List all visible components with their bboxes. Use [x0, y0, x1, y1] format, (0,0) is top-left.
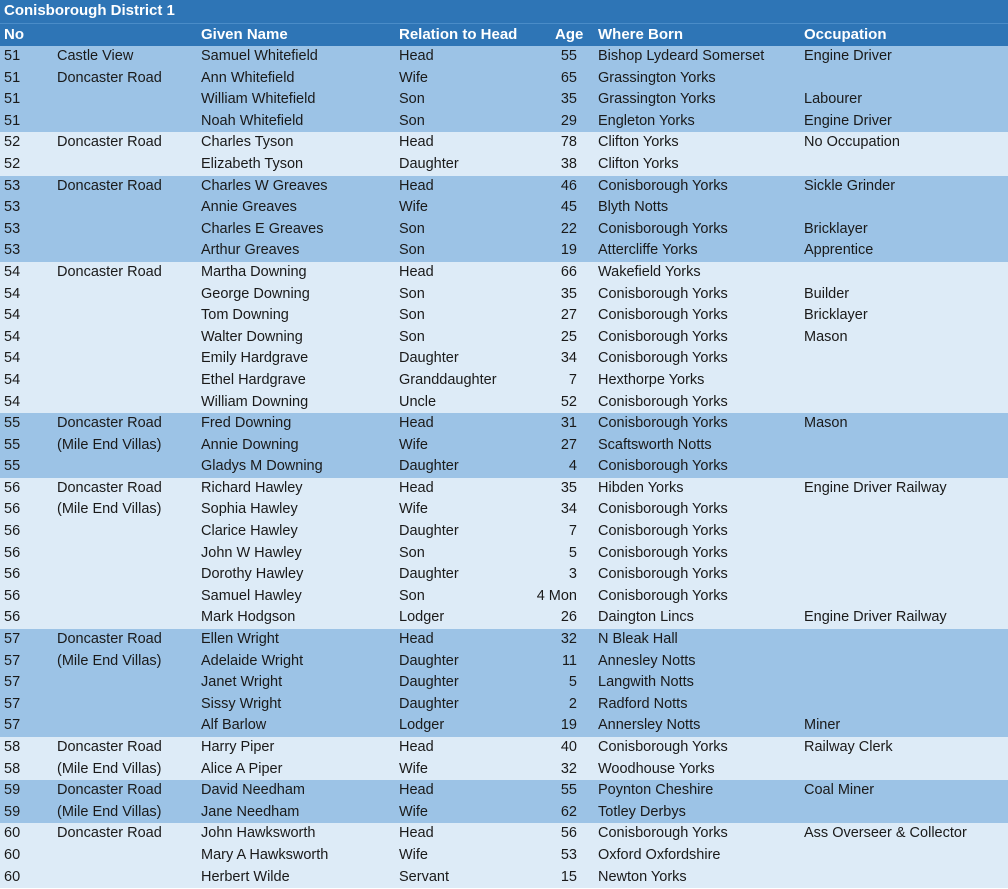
cell-no: 59	[4, 782, 21, 799]
table-row	[0, 651, 1008, 673]
cell-where-born: Conisborough Yorks	[598, 415, 728, 432]
cell-given-name: Elizabeth Tyson	[201, 155, 304, 172]
cell-where-born: Annesley Notts	[598, 652, 696, 669]
table-row	[0, 694, 1008, 716]
table-row	[0, 197, 1008, 219]
cell-no: 52	[4, 134, 21, 151]
cell-given-name: Dorothy Hawley	[201, 566, 304, 583]
cell-age: 65	[560, 69, 577, 86]
cell-no: 60	[4, 825, 21, 842]
table-row	[0, 586, 1008, 608]
cell-where-born: Conisborough Yorks	[598, 350, 728, 367]
cell-given-name: Richard Hawley	[201, 479, 303, 496]
cell-given-name: Emily Hardgrave	[201, 350, 309, 367]
cell-occupation: Bricklayer	[804, 220, 868, 237]
cell-given-name: Samuel Hawley	[201, 587, 302, 604]
cell-no: 59	[4, 803, 21, 820]
cell-where-born: Langwith Notts	[598, 674, 694, 691]
cell-age: 2	[568, 695, 577, 712]
cell-given-name: Sissy Wright	[201, 695, 282, 712]
cell-relation: Son	[399, 242, 425, 259]
table-row	[0, 348, 1008, 370]
cell-address: Doncaster Road	[57, 782, 162, 799]
cell-where-born: Conisborough Yorks	[598, 307, 728, 324]
cell-given-name: Ellen Wright	[201, 631, 279, 648]
cell-age: 25	[560, 328, 577, 345]
table-row	[0, 672, 1008, 694]
cell-where-born: Hibden Yorks	[598, 479, 684, 496]
cell-no: 51	[4, 69, 21, 86]
cell-relation: Head	[399, 48, 434, 64]
cell-where-born: Clifton Yorks	[598, 155, 679, 172]
table-row	[0, 154, 1008, 176]
table-row	[0, 759, 1008, 781]
cell-no: 56	[4, 501, 21, 518]
cell-where-born: Grassington Yorks	[598, 91, 716, 108]
cell-relation: Son	[399, 91, 425, 108]
cell-address: (Mile End Villas)	[57, 652, 162, 669]
cell-given-name: Arthur Greaves	[201, 242, 300, 259]
cell-no: 56	[4, 479, 21, 496]
cell-age: 78	[560, 134, 577, 151]
cell-no: 54	[4, 263, 21, 280]
table-row	[0, 305, 1008, 327]
cell-occupation: Sickle Grinder	[804, 177, 896, 194]
cell-no: 56	[4, 609, 21, 626]
cell-occupation: Mason	[804, 328, 848, 345]
cell-no: 51	[4, 48, 21, 64]
cell-no: 54	[4, 350, 21, 367]
table-row	[0, 46, 1008, 68]
cell-age: 4 Mon	[536, 587, 577, 604]
cell-age: 26	[560, 609, 577, 626]
cell-given-name: Herbert Wilde	[201, 868, 290, 885]
cell-given-name: Sophia Hawley	[201, 501, 298, 518]
cell-occupation: Builder	[804, 285, 850, 302]
cell-address: (Mile End Villas)	[57, 436, 162, 453]
cell-no: 60	[4, 868, 21, 885]
cell-relation: Head	[399, 631, 434, 648]
cell-no: 51	[4, 91, 21, 108]
table-row	[0, 89, 1008, 111]
cell-relation: Head	[399, 263, 434, 280]
cell-given-name: Annie Downing	[201, 436, 299, 453]
cell-given-name: Alice A Piper	[201, 760, 283, 777]
cell-given-name: Mark Hodgson	[201, 609, 296, 626]
table-row	[0, 176, 1008, 198]
cell-relation: Daughter	[399, 523, 459, 540]
cell-where-born: Blyth Notts	[598, 199, 669, 216]
cell-given-name: Alf Barlow	[201, 717, 267, 734]
cell-address: Doncaster Road	[57, 263, 162, 280]
cell-where-born: Conisborough Yorks	[598, 825, 728, 842]
cell-relation: Daughter	[399, 155, 459, 172]
table-row	[0, 327, 1008, 349]
cell-where-born: Attercliffe Yorks	[598, 242, 698, 259]
cell-given-name: Charles E Greaves	[201, 220, 324, 237]
header-relation: Relation to Head	[399, 25, 518, 43]
cell-relation: Head	[399, 479, 434, 496]
cell-relation: Granddaughter	[399, 371, 497, 388]
cell-relation: Son	[399, 307, 425, 324]
cell-given-name: Mary A Hawksworth	[201, 846, 329, 863]
header-age: Age	[555, 25, 584, 43]
cell-no: 56	[4, 566, 21, 583]
cell-occupation: Coal Miner	[804, 782, 875, 799]
table-row	[0, 564, 1008, 586]
cell-age: 27	[560, 307, 577, 324]
cell-given-name: Ethel Hardgrave	[201, 371, 306, 388]
cell-relation: Head	[399, 825, 434, 842]
cell-where-born: Newton Yorks	[598, 868, 687, 885]
cell-no: 60	[4, 846, 21, 863]
cell-age: 15	[560, 868, 577, 885]
cell-no: 55	[4, 458, 21, 475]
cell-occupation: Engine Driver Railway	[804, 479, 947, 496]
cell-where-born: Radford Notts	[598, 695, 688, 712]
cell-relation: Wife	[399, 69, 428, 86]
cell-age: 31	[560, 415, 577, 432]
cell-age: 5	[568, 544, 577, 561]
cell-where-born: Conisborough Yorks	[598, 458, 728, 475]
cell-no: 54	[4, 371, 21, 388]
cell-occupation: No Occupation	[804, 134, 900, 151]
table-row	[0, 413, 1008, 435]
cell-relation: Son	[399, 112, 425, 129]
cell-where-born: N Bleak Hall	[598, 631, 678, 648]
sheet-title-row	[0, 0, 1008, 24]
cell-relation: Son	[399, 285, 425, 302]
cell-relation: Son	[399, 220, 425, 237]
cell-age: 32	[560, 631, 577, 648]
cell-no: 53	[4, 177, 21, 194]
cell-relation: Head	[399, 415, 434, 432]
cell-given-name: Walter Downing	[201, 328, 303, 345]
cell-age: 22	[560, 220, 577, 237]
cell-where-born: Clifton Yorks	[598, 134, 679, 151]
cell-age: 29	[560, 112, 577, 129]
cell-given-name: Tom Downing	[201, 307, 289, 324]
header-given-name: Given Name	[201, 25, 288, 43]
cell-no: 57	[4, 717, 21, 734]
cell-address: Doncaster Road	[57, 69, 162, 86]
cell-given-name: Ann Whitefield	[201, 69, 295, 86]
cell-no: 54	[4, 328, 21, 345]
cell-relation: Wife	[399, 436, 428, 453]
cell-occupation: Engine Driver	[804, 48, 892, 64]
cell-no: 56	[4, 544, 21, 561]
cell-relation: Son	[399, 328, 425, 345]
cell-address: Castle View	[57, 48, 134, 64]
cell-relation: Head	[399, 782, 434, 799]
cell-age: 55	[560, 48, 577, 64]
cell-age: 34	[560, 350, 577, 367]
cell-no: 54	[4, 393, 21, 410]
cell-age: 5	[568, 674, 577, 691]
table-row	[0, 111, 1008, 133]
cell-no: 52	[4, 155, 21, 172]
cell-where-born: Daington Lincs	[598, 609, 694, 626]
table-row	[0, 521, 1008, 543]
cell-relation: Head	[399, 739, 434, 755]
cell-no: 51	[4, 112, 21, 129]
table-row	[0, 284, 1008, 306]
cell-age: 32	[560, 760, 577, 777]
cell-relation: Lodger	[399, 717, 445, 734]
cell-no: 53	[4, 220, 21, 237]
cell-where-born: Conisborough Yorks	[598, 544, 728, 561]
cell-age: 11	[561, 652, 577, 669]
cell-age: 38	[560, 155, 577, 172]
cell-age: 19	[560, 242, 577, 259]
cell-given-name: Janet Wright	[201, 674, 283, 691]
cell-relation: Head	[399, 134, 434, 151]
cell-given-name: Charles Tyson	[201, 134, 294, 151]
cell-where-born: Bishop Lydeard Somerset	[598, 48, 765, 64]
header-occupation: Occupation	[804, 25, 887, 43]
cell-age: 45	[560, 199, 577, 216]
table-row	[0, 867, 1008, 889]
cell-given-name: Fred Downing	[201, 415, 292, 432]
table-row	[0, 780, 1008, 802]
cell-given-name: Jane Needham	[201, 803, 300, 820]
cell-where-born: Oxford Oxfordshire	[598, 846, 721, 863]
cell-given-name: Annie Greaves	[201, 199, 297, 216]
cell-occupation: Apprentice	[804, 242, 874, 259]
cell-where-born: Annersley Notts	[598, 717, 701, 734]
table-row	[0, 543, 1008, 565]
cell-age: 52	[560, 393, 577, 410]
cell-no: 57	[4, 652, 21, 669]
table-row	[0, 478, 1008, 500]
cell-given-name: Samuel Whitefield	[201, 48, 318, 64]
sheet-title: Conisborough District 1	[4, 2, 175, 19]
cell-relation: Son	[399, 544, 425, 561]
cell-address: (Mile End Villas)	[57, 803, 162, 820]
cell-no: 57	[4, 695, 21, 712]
cell-age: 3	[568, 566, 577, 583]
cell-relation: Wife	[399, 846, 428, 863]
cell-no: 57	[4, 631, 21, 648]
cell-address: Doncaster Road	[57, 631, 162, 648]
cell-age: 35	[560, 285, 577, 302]
cell-given-name: Martha Downing	[201, 263, 307, 280]
cell-occupation: Railway Clerk	[804, 739, 893, 755]
cell-relation: Daughter	[399, 458, 459, 475]
cell-given-name: Harry Piper	[201, 739, 275, 755]
table-row	[0, 737, 1008, 759]
cell-age: 62	[560, 803, 577, 820]
cell-where-born: Wakefield Yorks	[598, 263, 701, 280]
cell-address: Doncaster Road	[57, 825, 162, 842]
cell-no: 57	[4, 674, 21, 691]
cell-where-born: Conisborough Yorks	[598, 523, 728, 540]
cell-address: (Mile End Villas)	[57, 501, 162, 518]
cell-no: 58	[4, 739, 21, 755]
header-no: No	[4, 25, 24, 43]
cell-where-born: Conisborough Yorks	[598, 285, 728, 302]
table-row	[0, 499, 1008, 521]
cell-no: 54	[4, 285, 21, 302]
column-header-row	[0, 24, 1008, 47]
cell-where-born: Engleton Yorks	[598, 112, 695, 129]
cell-occupation: Engine Driver Railway	[804, 609, 947, 626]
cell-address: Doncaster Road	[57, 177, 162, 194]
cell-address: (Mile End Villas)	[57, 760, 162, 777]
cell-given-name: William Whitefield	[201, 91, 316, 108]
cell-age: 56	[560, 825, 577, 842]
table-body	[0, 46, 1008, 888]
cell-relation: Servant	[399, 868, 449, 885]
cell-no: 56	[4, 523, 21, 540]
cell-occupation: Labourer	[804, 91, 863, 108]
cell-age: 66	[560, 263, 577, 280]
cell-occupation: Miner	[804, 717, 841, 734]
cell-age: 53	[560, 846, 577, 863]
cell-age: 27	[560, 436, 577, 453]
cell-where-born: Grassington Yorks	[598, 69, 716, 86]
cell-given-name: Charles W Greaves	[201, 177, 328, 194]
cell-where-born: Conisborough Yorks	[598, 328, 728, 345]
cell-where-born: Hexthorpe Yorks	[598, 371, 705, 388]
cell-relation: Uncle	[399, 393, 437, 410]
cell-occupation: Mason	[804, 415, 848, 432]
cell-where-born: Conisborough Yorks	[598, 566, 728, 583]
cell-relation: Wife	[399, 760, 428, 777]
table-row	[0, 219, 1008, 241]
cell-no: 56	[4, 587, 21, 604]
cell-address: Doncaster Road	[57, 415, 162, 432]
cell-address: Doncaster Road	[57, 479, 162, 496]
cell-given-name: William Downing	[201, 393, 309, 410]
cell-given-name: Clarice Hawley	[201, 523, 298, 540]
cell-relation: Head	[399, 177, 434, 194]
cell-relation: Wife	[399, 803, 428, 820]
cell-given-name: John W Hawley	[201, 544, 302, 561]
cell-where-born: Conisborough Yorks	[598, 177, 728, 194]
cell-given-name: George Downing	[201, 285, 310, 302]
table-row	[0, 715, 1008, 737]
table-row	[0, 607, 1008, 629]
cell-age: 19	[560, 717, 577, 734]
cell-relation: Daughter	[399, 566, 459, 583]
cell-no: 53	[4, 242, 21, 259]
cell-no: 54	[4, 307, 21, 324]
cell-age: 46	[560, 177, 577, 194]
cell-where-born: Conisborough Yorks	[598, 501, 728, 518]
cell-where-born: Scaftsworth Notts	[598, 436, 712, 453]
cell-relation: Daughter	[399, 695, 459, 712]
cell-where-born: Poynton Cheshire	[598, 782, 714, 799]
cell-age: 55	[560, 782, 577, 799]
header-where-born: Where Born	[598, 25, 684, 43]
cell-occupation: Engine Driver	[804, 112, 892, 129]
cell-relation: Wife	[399, 199, 428, 216]
cell-no: 55	[4, 415, 21, 432]
cell-where-born: Conisborough Yorks	[598, 739, 728, 755]
cell-no: 55	[4, 436, 21, 453]
cell-no: 58	[4, 760, 21, 777]
cell-where-born: Conisborough Yorks	[598, 393, 728, 410]
table-row	[0, 68, 1008, 90]
cell-given-name: Gladys M Downing	[201, 458, 323, 475]
cell-address: Doncaster Road	[57, 134, 162, 151]
table-row	[0, 802, 1008, 824]
table-row	[0, 240, 1008, 262]
cell-where-born: Totley Derbys	[598, 803, 686, 820]
cell-where-born: Conisborough Yorks	[598, 587, 728, 604]
cell-occupation: Ass Overseer & Collector	[804, 825, 967, 842]
cell-age: 35	[560, 479, 577, 496]
cell-relation: Wife	[399, 501, 428, 518]
cell-given-name: Adelaide Wright	[201, 652, 304, 669]
cell-occupation: Bricklayer	[804, 307, 868, 324]
cell-relation: Daughter	[399, 652, 459, 669]
cell-age: 4	[568, 458, 577, 475]
cell-relation: Daughter	[399, 350, 459, 367]
table-row	[0, 392, 1008, 414]
cell-age: 7	[568, 523, 577, 540]
cell-given-name: John Hawksworth	[201, 825, 316, 842]
cell-age: 35	[560, 91, 577, 108]
table-row	[0, 370, 1008, 392]
table-row	[0, 845, 1008, 867]
table-row	[0, 132, 1008, 154]
cell-relation: Lodger	[399, 609, 445, 626]
cell-given-name: David Needham	[201, 782, 305, 799]
table-row	[0, 629, 1008, 651]
table-row	[0, 456, 1008, 478]
cell-given-name: Noah Whitefield	[201, 112, 304, 129]
cell-no: 53	[4, 199, 21, 216]
cell-address: Doncaster Road	[57, 739, 162, 755]
cell-age: 40	[560, 739, 577, 755]
cell-relation: Son	[399, 587, 425, 604]
cell-relation: Daughter	[399, 674, 459, 691]
cell-where-born: Woodhouse Yorks	[598, 760, 715, 777]
cell-age: 7	[568, 371, 577, 388]
table-row	[0, 435, 1008, 457]
cell-age: 34	[560, 501, 577, 518]
cell-where-born: Conisborough Yorks	[598, 220, 728, 237]
table-row	[0, 823, 1008, 845]
table-row	[0, 262, 1008, 284]
